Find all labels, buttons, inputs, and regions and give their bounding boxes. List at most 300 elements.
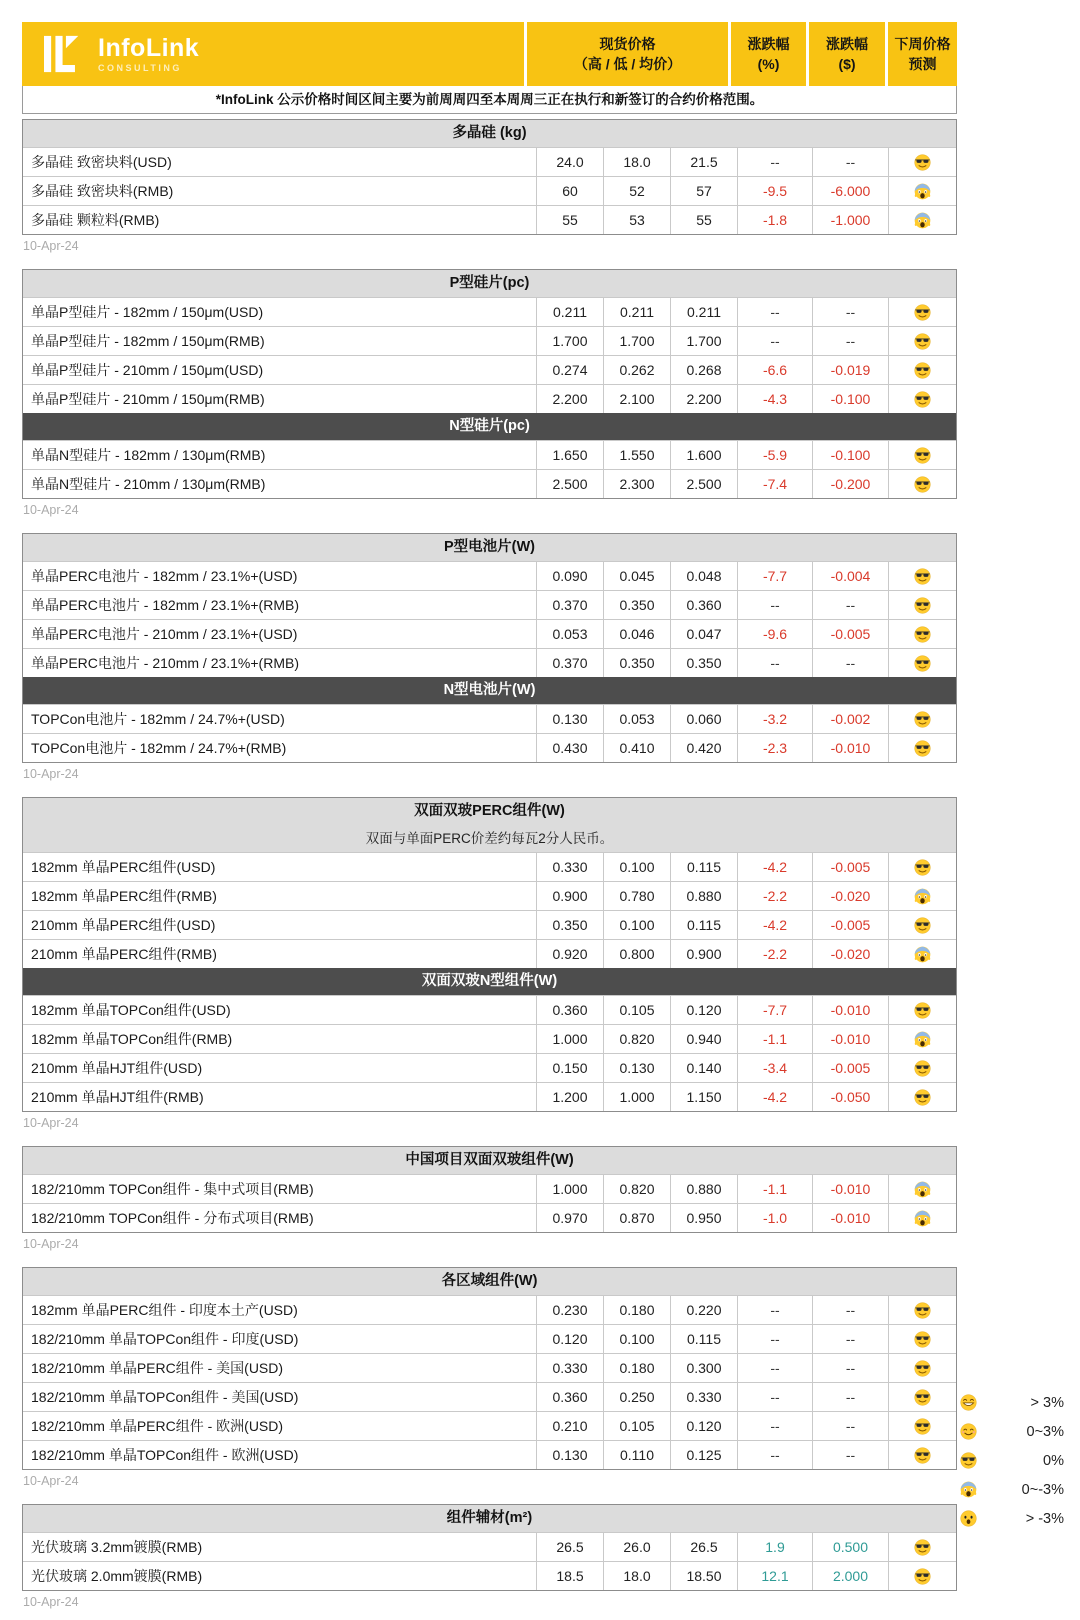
change-dollar: -- <box>812 148 888 176</box>
price-block <box>22 1146 957 1233</box>
price-high: 24.0 <box>536 148 603 176</box>
cool-emoji-icon <box>914 1539 931 1556</box>
table-row <box>23 910 956 939</box>
price-low: 0.350 <box>603 591 670 619</box>
forecast-cell <box>888 1562 956 1590</box>
cool-emoji-icon <box>914 1060 931 1077</box>
table-row <box>23 561 956 590</box>
section-header: 各区域组件(W) <box>23 1268 956 1295</box>
product-label: 多晶硅 颗粒料(RMB) <box>31 212 160 228</box>
cool-emoji-icon <box>914 447 931 464</box>
cool-emoji-icon <box>960 1452 977 1469</box>
legend-label: 0% <box>1043 1452 1064 1469</box>
price-high: 0.360 <box>536 996 603 1024</box>
price-average: 0.140 <box>670 1054 737 1082</box>
price-average: 26.5 <box>670 1533 737 1561</box>
table-row <box>23 147 956 176</box>
price-low: 0.100 <box>603 1325 670 1353</box>
price-high: 18.5 <box>536 1562 603 1590</box>
grin-emoji-icon <box>960 1394 977 1411</box>
forecast-cell <box>888 441 956 469</box>
change-dollar: -0.002 <box>812 705 888 733</box>
change-dollar: -0.005 <box>812 620 888 648</box>
change-dollar: -- <box>812 649 888 677</box>
price-low: 0.130 <box>603 1054 670 1082</box>
change-dollar: -- <box>812 298 888 326</box>
price-block <box>22 269 957 499</box>
scream-emoji-icon <box>914 1210 931 1227</box>
section-header: P型硅片(pc) <box>23 270 956 297</box>
price-average: 0.060 <box>670 705 737 733</box>
price-high: 0.370 <box>536 591 603 619</box>
column-header-change-percent-line2: (%) <box>757 56 780 72</box>
cool-emoji-icon <box>914 1302 931 1319</box>
forecast-cell <box>888 1441 956 1469</box>
change-percent: -- <box>737 148 812 176</box>
cool-emoji-icon <box>914 711 931 728</box>
change-percent: -6.6 <box>737 356 812 384</box>
table-row <box>23 1203 956 1232</box>
cool-emoji-icon <box>914 476 931 493</box>
price-average: 0.115 <box>670 911 737 939</box>
change-percent: -2.2 <box>737 882 812 910</box>
cool-emoji-icon <box>914 333 931 350</box>
change-dollar: -- <box>812 1383 888 1411</box>
change-dollar: -0.005 <box>812 853 888 881</box>
price-low: 1.000 <box>603 1083 670 1111</box>
price-high: 2.500 <box>536 470 603 498</box>
price-high: 0.350 <box>536 911 603 939</box>
date-label: 10-Apr-24 <box>23 1474 79 1488</box>
price-low: 0.180 <box>603 1296 670 1324</box>
change-percent: -2.3 <box>737 734 812 762</box>
price-high: 0.211 <box>536 298 603 326</box>
cool-emoji-icon <box>914 1089 931 1106</box>
price-average: 1.600 <box>670 441 737 469</box>
price-block <box>22 1504 957 1591</box>
price-high: 0.230 <box>536 1296 603 1324</box>
price-table <box>22 119 957 1620</box>
price-high: 0.274 <box>536 356 603 384</box>
table-row <box>23 1532 956 1561</box>
product-label: 单晶N型硅片 - 210mm / 130μm(RMB) <box>31 476 266 492</box>
price-low: 0.820 <box>603 1025 670 1053</box>
table-row <box>23 939 956 968</box>
product-label: 182mm 单晶PERC组件(RMB) <box>31 888 217 904</box>
legend-item <box>960 1446 1064 1475</box>
product-label: 多晶硅 致密块料(USD) <box>31 154 172 170</box>
change-dollar: -- <box>812 1441 888 1469</box>
column-header-change-percent-line1: 涨跌幅 <box>747 35 790 52</box>
smile-emoji-icon <box>960 1423 977 1440</box>
change-dollar: 0.500 <box>812 1533 888 1561</box>
column-header-change-dollar-line1: 涨跌幅 <box>826 35 868 52</box>
forecast-cell <box>888 1533 956 1561</box>
price-block <box>22 797 957 1112</box>
price-low: 0.053 <box>603 705 670 733</box>
change-percent: -5.9 <box>737 441 812 469</box>
product-label: 182mm 单晶PERC组件 - 印度本土产(USD) <box>31 1302 298 1318</box>
product-label: 单晶P型硅片 - 182mm / 150μm(RMB) <box>31 333 265 349</box>
change-dollar: -0.005 <box>812 911 888 939</box>
cool-emoji-icon <box>914 1331 931 1348</box>
change-percent: -7.4 <box>737 470 812 498</box>
forecast-cell <box>888 356 956 384</box>
price-average: 1.700 <box>670 327 737 355</box>
change-percent: -1.1 <box>737 1025 812 1053</box>
forecast-cell <box>888 1083 956 1111</box>
forecast-cell <box>888 882 956 910</box>
price-average: 1.150 <box>670 1083 737 1111</box>
cool-emoji-icon <box>914 859 931 876</box>
price-average: 0.900 <box>670 940 737 968</box>
product-label: 182/210mm 单晶TOPCon组件 - 欧洲(USD) <box>31 1447 299 1463</box>
price-low: 26.0 <box>603 1533 670 1561</box>
legend-label: 0~-3% <box>1021 1481 1064 1498</box>
product-label: 182/210mm 单晶PERC组件 - 欧洲(USD) <box>31 1418 284 1434</box>
change-dollar: -0.100 <box>812 441 888 469</box>
price-block <box>22 1267 957 1470</box>
price-low: 0.110 <box>603 1441 670 1469</box>
legend-item <box>960 1388 1064 1417</box>
change-percent: -- <box>737 1354 812 1382</box>
cool-emoji-icon <box>914 597 931 614</box>
price-low: 53 <box>603 206 670 234</box>
brand-subtitle: CONSULTING <box>98 62 182 73</box>
table-row <box>23 1082 956 1111</box>
change-percent: -1.0 <box>737 1204 812 1232</box>
price-low: 0.105 <box>603 1412 670 1440</box>
product-label: 182mm 单晶TOPCon组件(USD) <box>31 1002 231 1018</box>
table-row <box>23 619 956 648</box>
change-dollar: -0.020 <box>812 940 888 968</box>
product-label: 单晶N型硅片 - 182mm / 130μm(RMB) <box>31 447 266 463</box>
product-label: 光伏玻璃 2.0mm镀膜(RMB) <box>31 1568 203 1584</box>
price-low: 0.870 <box>603 1204 670 1232</box>
change-dollar: -0.200 <box>812 470 888 498</box>
change-dollar: -0.010 <box>812 1175 888 1203</box>
legend-label: > -3% <box>1025 1510 1064 1527</box>
change-percent: -9.6 <box>737 620 812 648</box>
price-average: 0.950 <box>670 1204 737 1232</box>
change-dollar: -- <box>812 327 888 355</box>
cool-emoji-icon <box>914 391 931 408</box>
change-dollar: 2.000 <box>812 1562 888 1590</box>
product-label: 182/210mm TOPCon组件 - 集中式项目(RMB) <box>31 1181 314 1197</box>
product-label: 210mm 单晶PERC组件(RMB) <box>31 946 217 962</box>
forecast-cell <box>888 620 956 648</box>
change-dollar: -- <box>812 1296 888 1324</box>
price-high: 2.200 <box>536 385 603 413</box>
change-dollar: -0.020 <box>812 882 888 910</box>
legend-item <box>960 1504 1064 1533</box>
price-low: 0.100 <box>603 853 670 881</box>
table-header-bar <box>22 22 957 86</box>
price-average: 0.211 <box>670 298 737 326</box>
price-low: 0.800 <box>603 940 670 968</box>
scream-emoji-icon <box>914 888 931 905</box>
change-percent: 12.1 <box>737 1562 812 1590</box>
section-header: N型电池片(W) <box>23 677 956 704</box>
price-high: 0.370 <box>536 649 603 677</box>
forecast-cell <box>888 385 956 413</box>
table-row <box>23 995 956 1024</box>
forecast-cell <box>888 1383 956 1411</box>
change-percent: -- <box>737 1383 812 1411</box>
forecast-cell <box>888 705 956 733</box>
price-average: 0.880 <box>670 1175 737 1203</box>
price-low: 2.100 <box>603 385 670 413</box>
cool-emoji-icon <box>914 740 931 757</box>
forecast-emoji-legend <box>960 1388 1064 1533</box>
forecast-cell <box>888 853 956 881</box>
change-dollar: -0.005 <box>812 1054 888 1082</box>
column-header-forecast <box>888 22 957 86</box>
forecast-cell <box>888 734 956 762</box>
price-high: 1.000 <box>536 1025 603 1053</box>
date-label: 10-Apr-24 <box>23 1237 79 1251</box>
change-dollar: -0.010 <box>812 996 888 1024</box>
cool-emoji-icon <box>914 626 931 643</box>
price-high: 55 <box>536 206 603 234</box>
change-percent: -4.2 <box>737 1083 812 1111</box>
table-row <box>23 881 956 910</box>
price-high: 0.150 <box>536 1054 603 1082</box>
forecast-cell <box>888 911 956 939</box>
section-header: P型电池片(W) <box>23 534 956 561</box>
product-label: 单晶PERC电池片 - 210mm / 23.1%+(RMB) <box>31 655 299 671</box>
forecast-cell <box>888 1325 956 1353</box>
table-row <box>23 326 956 355</box>
price-average: 0.047 <box>670 620 737 648</box>
product-label: 单晶PERC电池片 - 210mm / 23.1%+(USD) <box>31 626 298 642</box>
price-low: 0.045 <box>603 562 670 590</box>
cool-emoji-icon <box>914 1447 931 1464</box>
section-subtitle: 双面与单面PERC价差约每瓦2分人民币。 <box>23 825 956 852</box>
price-high: 0.970 <box>536 1204 603 1232</box>
column-header-forecast-line1: 下周价格 <box>894 35 951 52</box>
change-dollar: -- <box>812 1354 888 1382</box>
cool-emoji-icon <box>914 362 931 379</box>
legend-item <box>960 1417 1064 1446</box>
forecast-cell <box>888 996 956 1024</box>
price-low: 0.350 <box>603 649 670 677</box>
date-label: 10-Apr-24 <box>23 1116 79 1130</box>
table-row <box>23 440 956 469</box>
table-row <box>23 1353 956 1382</box>
price-low: 0.262 <box>603 356 670 384</box>
price-low: 0.180 <box>603 1354 670 1382</box>
forecast-cell <box>888 591 956 619</box>
column-header-change-percent <box>731 22 806 86</box>
forecast-cell <box>888 649 956 677</box>
scream-emoji-icon <box>914 946 931 963</box>
change-dollar: -0.010 <box>812 1204 888 1232</box>
report-content <box>22 22 957 1620</box>
change-percent: -- <box>737 327 812 355</box>
price-high: 0.053 <box>536 620 603 648</box>
table-row <box>23 1411 956 1440</box>
price-high: 0.130 <box>536 1441 603 1469</box>
price-low: 1.700 <box>603 327 670 355</box>
change-percent: -- <box>737 1325 812 1353</box>
price-high: 0.130 <box>536 705 603 733</box>
price-average: 0.115 <box>670 853 737 881</box>
price-average: 0.880 <box>670 882 737 910</box>
table-row <box>23 1324 956 1353</box>
product-label: TOPCon电池片 - 182mm / 24.7%+(USD) <box>31 711 285 727</box>
cool-emoji-icon <box>914 568 931 585</box>
price-low: 0.100 <box>603 911 670 939</box>
table-row <box>23 1024 956 1053</box>
price-average: 2.200 <box>670 385 737 413</box>
change-percent: -- <box>737 1412 812 1440</box>
price-high: 0.090 <box>536 562 603 590</box>
section-header: 双面双玻PERC组件(W) <box>23 798 956 825</box>
price-average: 0.220 <box>670 1296 737 1324</box>
change-percent: -2.2 <box>737 940 812 968</box>
change-percent: -- <box>737 1441 812 1469</box>
table-row <box>23 355 956 384</box>
product-label: 182mm 单晶PERC组件(USD) <box>31 859 216 875</box>
price-low: 18.0 <box>603 1562 670 1590</box>
change-dollar: -0.010 <box>812 1025 888 1053</box>
table-row <box>23 1174 956 1203</box>
forecast-cell <box>888 1354 956 1382</box>
price-high: 0.120 <box>536 1325 603 1353</box>
forecast-cell <box>888 177 956 205</box>
price-low: 0.046 <box>603 620 670 648</box>
column-header-spot-price <box>527 22 728 86</box>
table-row <box>23 1561 956 1590</box>
cool-emoji-icon <box>914 1568 931 1585</box>
price-average: 0.300 <box>670 1354 737 1382</box>
section-header: N型硅片(pc) <box>23 413 956 440</box>
product-label: 单晶P型硅片 - 182mm / 150μm(USD) <box>31 304 264 320</box>
change-dollar: -- <box>812 1412 888 1440</box>
product-label: 多晶硅 致密块料(RMB) <box>31 183 174 199</box>
cool-emoji-icon <box>914 1418 931 1435</box>
price-average: 55 <box>670 206 737 234</box>
change-percent: -9.5 <box>737 177 812 205</box>
table-row <box>23 852 956 881</box>
scream-emoji-icon <box>960 1481 977 1498</box>
forecast-cell <box>888 1412 956 1440</box>
infolink-logo-icon <box>42 34 86 74</box>
forecast-cell <box>888 1054 956 1082</box>
scream-emoji-icon <box>914 1181 931 1198</box>
change-dollar: -0.100 <box>812 385 888 413</box>
price-high: 0.430 <box>536 734 603 762</box>
table-row <box>23 590 956 619</box>
price-high: 0.360 <box>536 1383 603 1411</box>
scream-emoji-icon <box>914 212 931 229</box>
price-average: 2.500 <box>670 470 737 498</box>
cool-emoji-icon <box>914 154 931 171</box>
price-average: 0.115 <box>670 1325 737 1353</box>
product-label: 单晶P型硅片 - 210mm / 150μm(USD) <box>31 362 264 378</box>
forecast-cell <box>888 1025 956 1053</box>
table-row <box>23 1440 956 1469</box>
section-header: 双面双玻N型组件(W) <box>23 968 956 995</box>
price-average: 18.50 <box>670 1562 737 1590</box>
table-row <box>23 648 956 677</box>
price-high: 26.5 <box>536 1533 603 1561</box>
table-row <box>23 1295 956 1324</box>
change-percent: -4.2 <box>737 853 812 881</box>
price-average: 0.350 <box>670 649 737 677</box>
column-header-forecast-line2: 预测 <box>908 56 937 72</box>
column-header-change-dollar-line2: ($) <box>838 56 856 72</box>
cool-emoji-icon <box>914 917 931 934</box>
price-low: 0.780 <box>603 882 670 910</box>
legend-label: 0~3% <box>1026 1423 1064 1440</box>
cool-emoji-icon <box>914 304 931 321</box>
cool-emoji-icon <box>914 1360 931 1377</box>
change-percent: -3.2 <box>737 705 812 733</box>
forecast-cell <box>888 327 956 355</box>
table-row <box>23 1382 956 1411</box>
date-label: 10-Apr-24 <box>23 239 79 253</box>
price-high: 0.210 <box>536 1412 603 1440</box>
price-period-note: *InfoLink 公示价格时间区间主要为前周周四至本周周三正在执行和新签订的合约价格范围。 <box>22 86 957 114</box>
date-label: 10-Apr-24 <box>23 503 79 517</box>
price-average: 0.125 <box>670 1441 737 1469</box>
price-high: 1.650 <box>536 441 603 469</box>
brand-title: InfoLink <box>98 33 200 62</box>
price-high: 0.330 <box>536 1354 603 1382</box>
price-high: 1.200 <box>536 1083 603 1111</box>
section-header: 中国项目双面双玻组件(W) <box>23 1147 956 1174</box>
scream-emoji-icon <box>914 183 931 200</box>
change-percent: 1.9 <box>737 1533 812 1561</box>
price-high: 1.700 <box>536 327 603 355</box>
price-high: 0.900 <box>536 882 603 910</box>
table-row <box>23 205 956 234</box>
change-percent: -- <box>737 1296 812 1324</box>
cool-emoji-icon <box>914 1002 931 1019</box>
price-average: 0.940 <box>670 1025 737 1053</box>
price-average: 0.120 <box>670 1412 737 1440</box>
forecast-cell <box>888 940 956 968</box>
product-label: 182/210mm 单晶TOPCon组件 - 印度(USD) <box>31 1331 299 1347</box>
forecast-cell <box>888 148 956 176</box>
change-percent: -4.3 <box>737 385 812 413</box>
product-label: 182/210mm 单晶PERC组件 - 美国(USD) <box>31 1360 284 1376</box>
forecast-cell <box>888 562 956 590</box>
product-label: TOPCon电池片 - 182mm / 24.7%+(RMB) <box>31 740 287 756</box>
table-row <box>23 384 956 413</box>
change-percent: -1.8 <box>737 206 812 234</box>
brand-text <box>98 35 199 74</box>
price-low: 1.550 <box>603 441 670 469</box>
product-label: 单晶PERC电池片 - 182mm / 23.1%+(RMB) <box>31 597 299 613</box>
change-percent: -- <box>737 298 812 326</box>
price-average: 21.5 <box>670 148 737 176</box>
forecast-cell <box>888 1175 956 1203</box>
price-low: 0.211 <box>603 298 670 326</box>
price-low: 0.105 <box>603 996 670 1024</box>
product-label: 182/210mm 单晶TOPCon组件 - 美国(USD) <box>31 1389 299 1405</box>
table-row <box>23 176 956 205</box>
price-high: 0.330 <box>536 853 603 881</box>
column-header-change-dollar <box>809 22 885 86</box>
price-block <box>22 533 957 763</box>
column-header-spot-price-line1: 现货价格 <box>599 35 656 52</box>
legend-label: > 3% <box>1030 1394 1064 1411</box>
price-average: 0.268 <box>670 356 737 384</box>
change-percent: -7.7 <box>737 562 812 590</box>
